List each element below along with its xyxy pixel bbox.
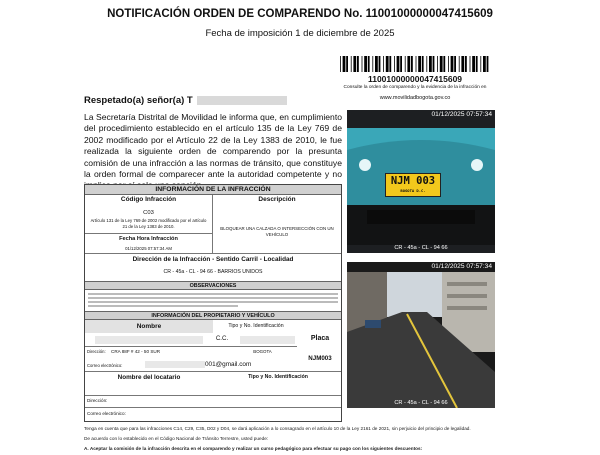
- lessee-address-label: Dirección:: [87, 398, 108, 403]
- barcode-bar: [343, 56, 346, 72]
- owner-name-label: Nombre: [136, 323, 162, 330]
- barcode-bar: [400, 56, 402, 72]
- barcode-number: 11001000000047415609: [367, 74, 463, 84]
- plate-text: NJM 003: [390, 175, 436, 187]
- owner-id-label: Tipo y No. Identificación: [228, 323, 284, 329]
- divider: [85, 346, 297, 347]
- barcode-bar: [375, 56, 378, 72]
- infraction-datetime: 01/12/2025 07:57:34 AM: [125, 246, 172, 251]
- photo-caption: CR - 45a - CL - 94 66: [394, 400, 448, 406]
- barcode-bar: [429, 56, 432, 72]
- barcode-bar: [364, 56, 367, 72]
- barcode-bar: [451, 56, 454, 72]
- barcode-bar: [383, 56, 384, 72]
- redacted-owner-id: [240, 336, 295, 344]
- street-scene: [347, 262, 495, 408]
- barcode-bar: [379, 56, 381, 72]
- photo-caption: CR - 45a - CL - 94 66: [394, 245, 448, 251]
- barcode-bar: [418, 56, 421, 72]
- barcode-bar: [454, 56, 456, 72]
- barcode-bar: [386, 56, 389, 72]
- barcode-bar: [437, 56, 438, 72]
- evidence-photo-2[interactable]: [347, 262, 495, 408]
- redacted-name: [197, 96, 287, 105]
- infraction-code: C03: [143, 210, 154, 216]
- divider: [85, 407, 341, 408]
- barcode-note: Consulte la orden de comparendo y la evidencia de la infracción en: [343, 85, 487, 90]
- barcode-bar: [443, 56, 445, 72]
- barcode-bar: [394, 56, 395, 72]
- barcode-bar: [372, 56, 373, 72]
- owner-address: CRA 88F # 42 - 50 SUR: [111, 349, 161, 354]
- owner-email-label: Correo electrónico:: [87, 363, 123, 368]
- barcode-bar: [426, 56, 427, 72]
- barcode-bar: [440, 56, 443, 72]
- photo-timestamp: 01/12/2025 07:57:34: [431, 263, 492, 270]
- divider: [85, 395, 341, 396]
- owner-address-label: Dirección:: [87, 349, 106, 354]
- evidence-photo-1[interactable]: [347, 110, 495, 253]
- barcode-bar: [459, 56, 460, 72]
- barcode-bar: [470, 56, 471, 72]
- lessee-email-label: Correo electrónico:: [87, 411, 126, 416]
- plate-label: Placa: [310, 335, 330, 342]
- barcode-bar: [407, 56, 410, 72]
- text-line: [88, 293, 338, 295]
- owner-city: BOGOTA: [253, 349, 272, 354]
- plate-city: BOGOTA D.C.: [400, 188, 426, 193]
- footer-line-2: De acuerdo con lo establecido en el Código Nacional de Tránsito Terrestre, usted puede:: [84, 436, 269, 441]
- code-note: Artículo 131 de la Ley 769 de 2002 modificado por el artículo 21 de la Ley 1383 de 2010.: [90, 218, 207, 229]
- lessee-id-label: Tipo y No. Identificación: [248, 374, 308, 380]
- owner-heading: INFORMACIÓN DEL PROPIETARIO Y VEHÍCULO: [85, 311, 341, 320]
- barcode-bar: [483, 56, 486, 72]
- infraction-table: [84, 184, 342, 422]
- barcode-bar: [472, 56, 475, 72]
- plate-number: NJM003: [308, 355, 332, 362]
- barcode-bar: [487, 56, 489, 72]
- barcode-bar: [357, 56, 359, 72]
- barcode-bar: [476, 56, 478, 72]
- divider: [85, 233, 212, 234]
- barcode-bar: [405, 56, 406, 72]
- barcode-bar: [346, 56, 348, 72]
- redacted-owner-name: [95, 336, 203, 344]
- address-label: Dirección de la Infracción - Sentido Carril - Localidad: [132, 256, 294, 263]
- barcode-bar: [389, 56, 391, 72]
- greeting: [84, 95, 287, 106]
- barcode-bar: [362, 56, 363, 72]
- observations-text: [88, 291, 338, 311]
- infraction-description: BLOQUEAR UNA CALZADA O INTERSECCIÓN CON UN VEHÍCULO: [220, 226, 334, 237]
- redacted-email: [145, 361, 205, 368]
- code-label: Código Infracción: [120, 196, 177, 203]
- infraction-heading: INFORMACIÓN DE LA INFRACCIÓN: [85, 185, 341, 195]
- imposition-date: Fecha de imposición 1 de diciembre de 2025: [205, 28, 395, 39]
- greeting-text: Respetado(a) señor(a) T: [84, 95, 193, 106]
- barcode-bar: [422, 56, 424, 72]
- observations-heading: OBSERVACIONES: [85, 281, 341, 290]
- barcode-bar: [368, 56, 370, 72]
- barcode-bar: [465, 56, 467, 72]
- divider: [85, 253, 341, 254]
- barcode-bar: [397, 56, 400, 72]
- owner-email[interactable]: 001@gmail.com: [205, 361, 252, 368]
- owner-id-type: C.C.: [215, 335, 229, 342]
- intro-paragraph: La Secretaría Distrital de Movilidad le informa que, en cumplimiento del procedimiento establecido en el artículo 135 de la Ley 769 de 2002 modificado por el Artículo 22 de la Ley 1383 de 2010, le fue realizada la siguiente orden de comparendo por la presunta comisión de una infracción a las normas de tránsito, que constituye la orden formal de comparecer ante la autoridad competente y no: [84, 112, 342, 180]
- barcode-bar: [353, 56, 356, 72]
- barcode: [340, 56, 490, 72]
- barcode-bar: [411, 56, 413, 72]
- divider: [85, 371, 341, 372]
- description-label: Descripción: [258, 196, 296, 203]
- datetime-label: Fecha Hora Infracción: [119, 236, 178, 242]
- barcode-url[interactable]: www.movilidadbogota.gov.co: [379, 95, 451, 101]
- barcode-bar: [433, 56, 435, 72]
- barcode-bar: [461, 56, 464, 72]
- text-line: [88, 297, 338, 299]
- infraction-address: CR - 45a - CL - 94 66 - BARRIOS UNIDOS: [163, 269, 263, 275]
- barcode-bar: [448, 56, 449, 72]
- license-plate: [385, 173, 441, 197]
- text-line: [88, 305, 238, 307]
- photo-timestamp: 01/12/2025 07:57:34: [431, 111, 492, 118]
- barcode-bar: [340, 56, 341, 72]
- text-line: [88, 301, 338, 303]
- notification-title: NOTIFICACIÓN ORDEN DE COMPARENDO No. 11001000000047415609: [107, 8, 493, 20]
- barcode-bar: [480, 56, 481, 72]
- barcode-bar: [416, 56, 417, 72]
- footer-line-3: A. Aceptar la comisión de la infracción descrita en el comparendo y realizar un curso pedagógico para efectuar su pago con los siguientes descuentos:: [84, 446, 423, 451]
- footer-line-1: Tenga en cuenta que para las infracciones C14, C29, C35, D02 y D04, se dará aplicación a lo consagrado en el artículo 10 de la Ley 2161 de 2021, sin perjuicio del principio de legalidad.: [84, 426, 471, 431]
- barcode-bar: [351, 56, 352, 72]
- lessee-name-label: Nombre del locatario: [117, 374, 181, 381]
- divider: [212, 195, 213, 253]
